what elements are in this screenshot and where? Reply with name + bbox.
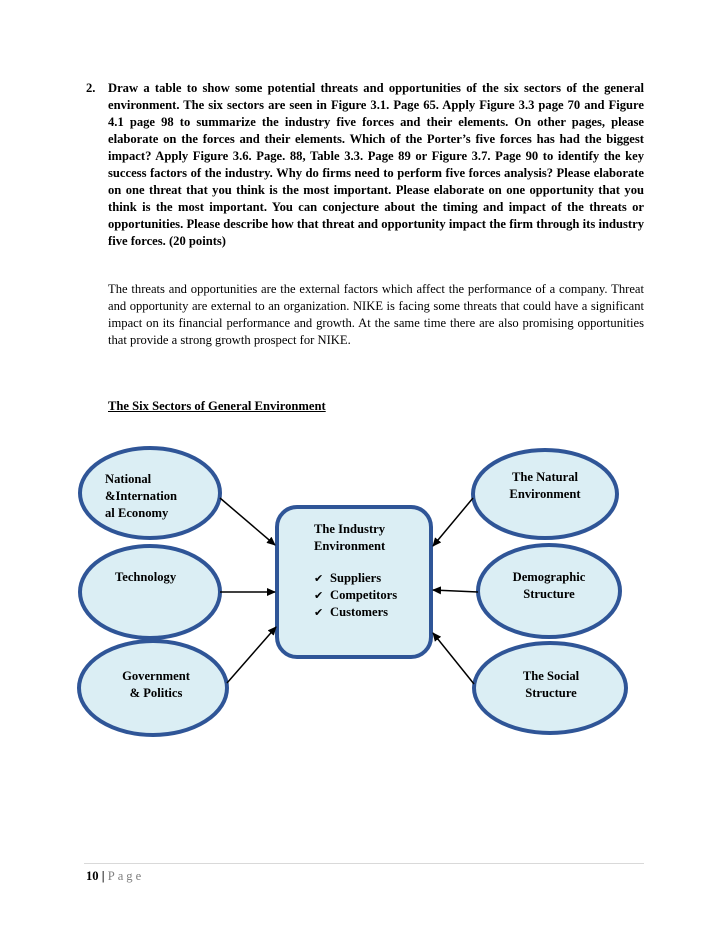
economy-line-3: al Economy xyxy=(105,506,169,520)
sector-label-economy xyxy=(105,471,177,522)
arrow-natural xyxy=(433,498,473,546)
list-item xyxy=(314,570,397,587)
social-line-1: The Social xyxy=(522,669,580,683)
natural-line-2: Environment xyxy=(509,487,581,501)
government-line-1: Government xyxy=(122,669,190,683)
technology-line-1: Technology xyxy=(115,570,177,584)
list-item-competitors: Competitors xyxy=(330,588,398,602)
answer-paragraph: The threats and opportunities are the external factors which affect the performance of a company. Threat and opportunity are external to an organization. NIKE is facing some threats that could have a significant impact on its financial performance and growth. At the same time there are also promising opportunities that provide a strong growth prospect for NIKE. xyxy=(108,282,644,347)
economy-line-2: &Internation xyxy=(105,489,178,503)
sector-label-social xyxy=(505,668,597,702)
industry-title-line-2: Environment xyxy=(314,539,386,553)
sector-label-natural xyxy=(500,469,590,503)
checkmark-icon: ✔ xyxy=(314,589,324,602)
checkmark-icon: ✔ xyxy=(314,606,324,619)
demographic-line-1: Demographic xyxy=(512,570,586,584)
natural-line-1: The Natural xyxy=(511,470,579,484)
social-line-2: Structure xyxy=(525,686,577,700)
footer-separator: | xyxy=(101,869,105,883)
arrow-social xyxy=(433,633,474,684)
page-footer xyxy=(86,869,144,884)
arrow-demographic xyxy=(433,590,478,592)
page-number: 10 xyxy=(86,869,99,883)
question-number: 2. xyxy=(86,81,96,95)
industry-forces-list xyxy=(314,570,397,621)
list-item xyxy=(314,604,397,621)
footer-divider xyxy=(84,863,644,864)
sector-label-government xyxy=(116,668,196,702)
industry-environment-title xyxy=(314,521,385,555)
arrow-government xyxy=(227,627,276,683)
demographic-line-2: Structure xyxy=(523,587,575,601)
question-text: Draw a table to show some potential threats and opportunities of the six sectors of the general environment. The six sectors are seen in Figure 3.1. Page 65. Apply Figure 3.3 page 70 and Figure 4.1 page 98 to summarize the industry five forces and their elements. On other pages, please elaborate on the forces and their elements. Which of the Porter’s five forces has had the biggest impact? Apply Figure 3.6. Page. 88, Table 3.3. Page 89 or Figure 3.7. Page 90 to identify the key success factors of the industry. Why do firms need to perform five forces analysis? Please elaborate on one threat that you think is the most important. Please elaborate on one opportunity that you think is the most important. You can conjecture about the timing and impact of the threats or opportunities. Please describe how that threat and opportunity impact the firm through its industry five forces. (20 points) xyxy=(108,81,644,248)
arrow-economy xyxy=(220,498,275,545)
government-line-2: & Politics xyxy=(129,686,183,700)
list-item-customers: Customers xyxy=(330,605,389,619)
industry-title-line-1: The Industry xyxy=(314,522,386,536)
sector-oval-technology xyxy=(80,546,220,638)
sector-label-demographic xyxy=(500,569,598,603)
economy-line-1: National xyxy=(105,472,152,486)
checkmark-icon: ✔ xyxy=(314,572,324,585)
sector-label-technology xyxy=(115,569,176,586)
list-item xyxy=(314,587,397,604)
list-item-suppliers: Suppliers xyxy=(330,571,382,585)
section-heading: The Six Sectors of General Environment xyxy=(108,399,326,413)
footer-page-word: Page xyxy=(107,869,145,883)
